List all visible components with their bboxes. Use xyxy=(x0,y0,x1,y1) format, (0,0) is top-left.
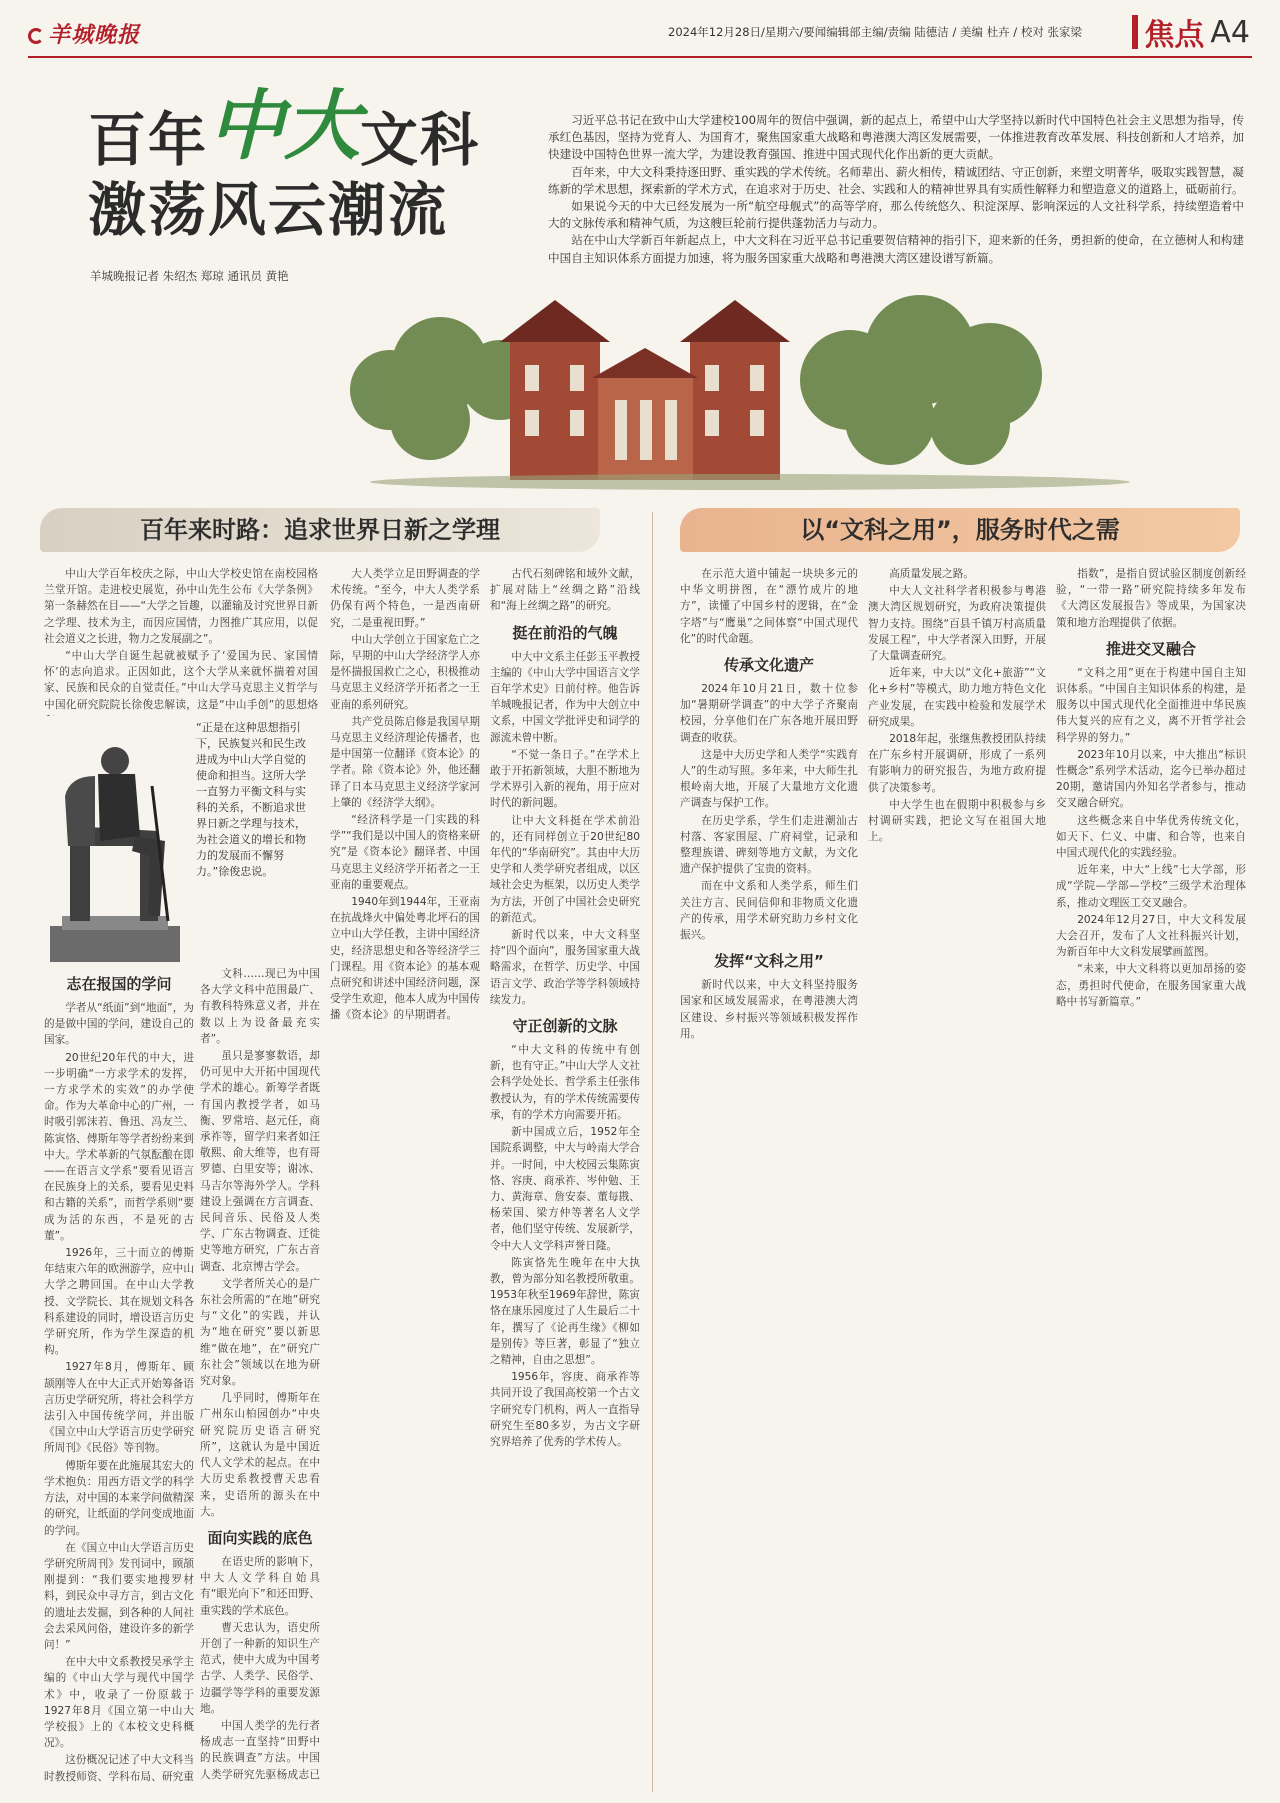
article-column xyxy=(1056,566,1246,1782)
paragraph: 新时代以来，中大文科坚持服务国家和区域发展需求，在粤港澳大湾区建设、乡村振兴等领域积极发挥作用。 xyxy=(680,979,858,1040)
intro-paragraph: 百年来，中大文科秉持逐田野、重实践的学术传统。名师辈出、薪火相传，精诚团结、守正创新，来塑文明菁华，吸取实践智慧，凝练新的学术思想，探索新的学术方式，在追求对于历史、社会、实践和人的精神世界具有实质性解释力和塑造意义的道路上，砥砺前行。 xyxy=(548,164,1244,196)
newspaper-logo[interactable] xyxy=(28,18,140,49)
paragraph: 文科……现已为中国各大学文科中范围最广、有教科特殊意义者，并在数以上为设备最充实者”。 xyxy=(200,968,320,1045)
paragraph: 傅斯年要在此施展其宏大的学术抱负：用西方语文学的科学方法，对中国的本来学问做精深的研究，让纸面的学问变成地面的学问。 xyxy=(44,1459,194,1537)
logo-icon xyxy=(28,28,44,44)
subheading: 挺在前沿的气魄 xyxy=(512,623,618,642)
paragraph: 陈寅恪先生晚年在中大执教，曾为部分知名教授所敬重。1953年秋至1969年辞世，陈寅恪在康乐园度过了人生最后二十年，撰写了《论再生缘》《柳如是别传》等巨著，彰显了“独立之精神，自由之思想”。 xyxy=(490,1256,640,1366)
paragraph: 在《国立中山大学语言历史学研究所周刊》发刊词中，顾颉刚提到：“我们要实地搜罗材料，到民众中寻方言，到古文化的遗址去发掘，到各种的人间社会去采风问俗，建设许多的新学问！” xyxy=(44,1541,194,1651)
paragraph: “经济科学是一门实践的科学”“我们是以中国人的资格来研究”是《资本论》翻译者、中国马克思主义经济学开拓者之一王亚南的重要观点。 xyxy=(330,814,480,891)
paragraph: 近年来，中大以“文化+旅游”“文化+乡村”等模式，助力地方特色文化产业发展，在实践中检验和发展学术研究成果。 xyxy=(868,667,1046,728)
paragraph: 指数”，是指自贸试验区制度创新经验，“一带一路”研究院持续多年发布《大湾区发展报告》等成果，为国家决策和地方治理提供了依据。 xyxy=(1056,568,1246,629)
paragraph: “文科之用”更在于构建中国自主知识体系。“中国自主知识体系的构建，是服务以中国式现代化全面推进中华民族伟大复兴的应有之义，离不开哲学社会科学界的努力。” xyxy=(1056,666,1246,744)
paragraph: 新时代以来，中大文科坚持“四个面向”，服务国家重大战略需求，在哲学、历史学、中国语言文学、政治学等学科领域持续发力。 xyxy=(490,929,640,1006)
paragraph: 虽只是寥寥数语，却仍可见中大开拓中国现代学术的雄心。新筹学者既有国内教授学者，如马衡、罗常培、赵元任，商承祚等，留学归来者如汪敬熙、俞大维等，也有哥罗德、白里安等；谢冰、马吉尔等海外学人。学科建设上强调在方言调查、民间音乐、民俗及人类学、广东古物调查、迁徙史等地方研究，广东古音调查、北京博古学会。 xyxy=(200,1050,320,1273)
column-divider xyxy=(652,512,653,1792)
paragraph: 20世纪20年代的中大，进一步明确“一方求学术的发挥，一方求学术的实效”的办学使命。作为大革命中心的广州，一时吸引郭沫若、鲁迅、冯友兰、陈寅恪、傅斯年等学者纷纷来到中大。学术革新的气氛酝酿在即——在语言文学系“要看见语言在民族身上的关系，要看见史料和古籍的关系”，而哲学系则“要成为活的东西，不是死的古董”。 xyxy=(44,1051,194,1242)
paragraph: 曹天忠认为，语史所开创了一种新的知识生产范式，使中大成为中国考古学、人类学、民俗学、边疆学等学科的重要发源地。 xyxy=(200,1621,320,1715)
section-name: 焦点 xyxy=(1144,18,1205,53)
subheading: 发挥“文科之用” xyxy=(714,952,824,971)
paragraph: 而在中文系和人类学系，师生们关注方言、民间信仰和非物质文化遗产的传承，用学术研究助力乡村文化振兴。 xyxy=(680,880,858,942)
paragraph: 2023年10月以来，中大推出“标识性概念”系列学术活动，迄今已举办超过20期，邀请国内外知名学者参与，推动交叉融合研究。 xyxy=(1056,748,1246,810)
article-column xyxy=(680,566,858,1782)
paragraph: 中山大学创立于国家危亡之际，早期的中山大学经济学人亦是怀揣报国救亡之心，积极推动马克思主义经济学开拓者之一王亚南的系列研究。 xyxy=(330,633,480,711)
paragraph: 2018年起，张继焦教授团队持续在广东乡村开展调研，形成了一系列有影响力的研究报告，为地方政府提供了决策参考。 xyxy=(868,733,1046,794)
article-column xyxy=(868,566,1046,1782)
statue-image xyxy=(40,716,190,966)
issue-meta: 2024年12月28日/星期六/要闻编辑部主编/责编 陆德洁 / 美编 杜卉 / 校对 张家梁 xyxy=(668,25,1082,39)
paragraph: 高质量发展之路。 xyxy=(889,568,974,580)
paragraph: 文学者所关心的是广东社会所需的“在地”研究与“文化”的实践，并认为“地在研究”要以新思维“做在地”，在“研究广东社会”领域以在地为研究对象。 xyxy=(200,1277,320,1388)
paragraph: “未来，中大文科将以更加昂扬的姿态，勇担时代使命，在服务国家重大战略中书写新篇章。” xyxy=(1056,963,1246,1008)
paragraph: 让中大文科挺在学术前沿的，还有同样创立于20世纪80年代的“华南研究”。其由中大历史学和人类学研究者组成，以区域社会史为框架，以历史人类学为方法，开创了中国社会史研究的新范式。 xyxy=(490,814,640,924)
paragraph: 中大人文社科学者积极参与粤港澳大湾区规划研究，为政府决策提供智力支持。围绕“百县千镇万村高质量发展工程”，中大学者深入田野，开展了大量调查研究。 xyxy=(868,585,1046,663)
article-column xyxy=(330,566,480,1782)
paragraph: 新中国成立后，1952年全国院系调整，中大与岭南大学合并。一时间，中大校园云集陈寅恪、容庚、商承祚、岑仲勉、王力、黄海章、詹安泰、董每戡、杨荣国、梁方仲等著名人文学者，他们坚守传统、发展新学，令中大人文学科声誉日隆。 xyxy=(490,1126,640,1252)
subheading: 推进交叉融合 xyxy=(1105,639,1196,658)
paragraph: 在中大中文系教授吴承学主编的《中山大学与现代中国学术》中，收录了一份原载于1927年8月《国立第一中山大学校报》上的《本校文史科概况》。 xyxy=(44,1656,194,1750)
paragraph: 这些概念来自中华优秀传统文化，如天下、仁义、中庸、和合等，也来自中国式现代化的实践经验。 xyxy=(1056,814,1246,860)
section-banner-right: 以“文科之用”，服务时代之需 xyxy=(680,508,1240,552)
masthead xyxy=(28,12,1252,58)
paragraph: 中大中文系主任彭玉平教授主编的《中山大学中国语言文学百年学术史》日前付梓。他告诉羊城晚报记者，作为中大创立中文系，中国文学批评史和词学的源流未曾中断。 xyxy=(490,650,640,744)
paragraph: 大人类学立足田野调查的学术传统。“至今，中大人类学系仍保有两个特色，一是西南研究，二是重视田野。” xyxy=(330,568,480,629)
paragraph: 在历史学系，学生们走进潮汕古村落、客家围屋、广府祠堂，记录和整理族谱、碑刻等地方文献，为文化遗产保护提供了宝贵的资料。 xyxy=(680,814,858,876)
headline-pre: 百年 xyxy=(88,106,209,174)
page-number: A4 xyxy=(1210,14,1250,50)
paragraph: 这是中大历史学和人类学“实践育人”的生动写照。多年来，中大师生扎根岭南大地，开展了大量地方文化遗产调查与保护工作。 xyxy=(680,748,858,810)
campus-building-illustration xyxy=(330,270,1280,490)
section-label xyxy=(1132,10,1250,54)
article-column xyxy=(200,966,320,1782)
intro-text xyxy=(548,112,1244,267)
paragraph: “中大文科的传统中有创新，也有守正。”中山大学人文社会科学处处长、哲学系主任张伟教授认为，有的学术传统需要传承，有的学术方向需要开拓。 xyxy=(490,1044,640,1121)
article-column xyxy=(490,566,640,1782)
paragraph: 中山大学百年校庆之际，中山大学校史馆在南校园格兰堂开馆。走进校史展览，孙中山先生公布《大学条例》第一条赫然在目——“大学之旨趣，以灌输及讨究世界日新之学理、技术为主，而因应国情，力图推广其应用，以促社会道义之长进，物力之发展副之”。 xyxy=(44,568,318,645)
subheading: 面向实践的底色 xyxy=(207,1528,313,1547)
paragraph: 2024年10月21日，数十位参加“暑期研学调查”的中大学子齐聚南校园，分享他们在广东各地开展田野调查的收获。 xyxy=(680,683,858,744)
paragraph: 1956年，容庚、商承祚等共同开设了我国高校第一个古文字研究专门机构，两人一直指导研究生至80多岁，为古文字研究界培养了优秀的学术传人。 xyxy=(490,1371,640,1448)
byline: 羊城晚报记者 朱绍杰 郑琼 通讯员 黄艳 xyxy=(90,269,289,283)
paragraph: 共产党员陈启修是我国早期马克思主义经济理论传播者，也是中国第一位翻译《资本论》的学者。除《资本论》外，他还翻译了日本马克思主义经济学家河上肇的《经济学大纲》。 xyxy=(330,715,480,809)
paragraph: 2024年12月27日，中大文科发展大会召开，发布了人文社科振兴计划，为新百年中大文科发展擘画蓝图。 xyxy=(1056,913,1246,959)
logo-text: 羊城晚报 xyxy=(48,22,141,48)
paragraph: “不觉一条日子。”在学术上敢于开拓新领域，大胆不断地为学术界引入新的视角，用于应对时代的新问题。 xyxy=(490,748,640,810)
headline-post: 文科 xyxy=(360,106,481,174)
article-column xyxy=(44,966,194,1782)
paragraph: 中国人类学的先行者杨成志一直坚持“田野中的民族调查”方法。中国人类学研究先驱杨成志已 xyxy=(200,1719,320,1781)
paragraph: 这份概况记述了中大文科当时教授师资、学科布局、研究重 xyxy=(44,1754,194,1782)
intro-paragraph: 习近平总书记在致中山大学建校100周年的贺信中强调，新的起点上，希望中山大学坚持以新时代中国特色社会主义思想为指导，传承红色基因，坚持为党育人、为国育才，聚焦国家重大战略和粤港澳大湾区发展需要，一体推进教育改革发展、科技创新和人才培养，加快建设中国特色世界一流大学，为建设教育强国、推进中国式现代化作出新的更大贡献。 xyxy=(548,113,1244,162)
subheading: 守正创新的文脉 xyxy=(512,1017,618,1036)
section-bar xyxy=(1132,15,1138,49)
paragraph: 1940年到1944年，王亚南在抗战烽火中偏处粤北坪石的国立中山大学任教，主讲中国经济史，经济思想史和各等经济学三门课程。用《资本论》的基本观点研究和讲述中国经济问题，深受学生欢迎，他本人成为中国传播《资本论》的早期谓者。 xyxy=(330,896,480,1022)
paragraph: 中大学生也在假期中积极参与乡村调研实践，把论文写在祖国大地上。 xyxy=(868,798,1046,844)
paragraph: 1927年8月，傅斯年、顾颉刚等人在中大正式开始筹备语言历史学研究所，将社会科学方法引入中国传统学问，并出版《国立中山大学语言历史学研究所周刊》《民俗》等刊物。 xyxy=(44,1361,194,1455)
paragraph: 1926年，三十而立的傅斯年结束六年的欧洲游学，应中山大学之聘回国。在中山大学教授、文学院长、其在规划文科各科系建设的同时，增设语言历史学研究所，作为学生深造的机构。 xyxy=(44,1247,194,1357)
headline xyxy=(88,81,481,244)
headline-line-2: 激荡风云潮流 xyxy=(88,176,449,244)
paragraph: 在示范大道中铺起一块块多元的中华文明拼图，在“漂竹成片的地方”，读懂了中国乡村的逻辑，在“金字塔”与“鹰巢”之间体察“中国式现代化”的时代命题。 xyxy=(680,568,858,645)
subheading: 志在报国的学问 xyxy=(66,975,172,993)
paragraph: 古代石刻碑铭和域外文献，扩展对陆上“丝绸之路”沿线和“海上丝绸之路”的研究。 xyxy=(490,568,640,613)
intro-paragraph: 站在中山大学新百年新起点上，中大文科在习近平总书记重要贺信精神的指引下，迎来新的任务，勇担新的使命，在立德树人和构建中国自主知识体系方面提力加速，将为服务国家重大战略和粤港澳大湾区建设谱写新篇。 xyxy=(548,233,1244,265)
paragraph: 近年来，中大“上线”七大学部，形成“学院—学部—学校”三级学术治理体系，推动文理医工交叉融合。 xyxy=(1056,864,1246,909)
lawn xyxy=(370,474,1130,490)
pull-quote: “正是在这种思想指引下，民族复兴和民生改进成为中山大学自觉的使命和担当。这所大学一直努力平衡文科与实科的关系，不断追求世界日新之学理与技术，为社会道义的增长和物力的发展而不懈努力。”徐俊忠说。 xyxy=(196,721,306,878)
building xyxy=(500,300,790,480)
headline-line-1 xyxy=(88,81,481,174)
paragraph: 学者从“纸面”到“地面”，为的是做中国的学问，建设自己的国家。 xyxy=(44,1002,194,1047)
intro-paragraph: 如果说今天的中大已经发展为一所“航空母舰式”的高等学府，那么传统悠久、积淀深厚、影响深远的人文社科学系，持续塑造着中大的文脉传承和精神气质，为这艘巨轮前行提供蓬勃活力与动力。 xyxy=(548,199,1244,231)
paragraph: 在语史所的影响下，中大人文学科自始具有“眼光向下”和还田野、重实践的学术底色。 xyxy=(200,1555,320,1617)
section-banner-left: 百年来时路：追求世界日新之学理 xyxy=(40,508,600,552)
article-column xyxy=(44,566,318,716)
headline-accent: 中大 xyxy=(208,81,361,170)
paragraph: “中山大学自诞生起就被赋予了‘爱国为民、家国情怀’的志向追求。正因如此，这个大学从来就怀揣着对国家、民族和民众的自觉责任。”中山大学马克思主义哲学与中国化研究院院长徐俊忠解读，这是“中山手创”的思想烙 xyxy=(44,650,318,711)
subheading: 传承文化遗产 xyxy=(723,656,814,675)
tree-right xyxy=(800,295,1042,465)
paragraph: 几乎同时，傅斯年在广州东山柏园创办“中央研究院历史语言研究所”，这就认为是中国近代人文学术的起点。在中大历史系教授曹天忠看来，史语所的源头在中大。 xyxy=(200,1392,320,1518)
